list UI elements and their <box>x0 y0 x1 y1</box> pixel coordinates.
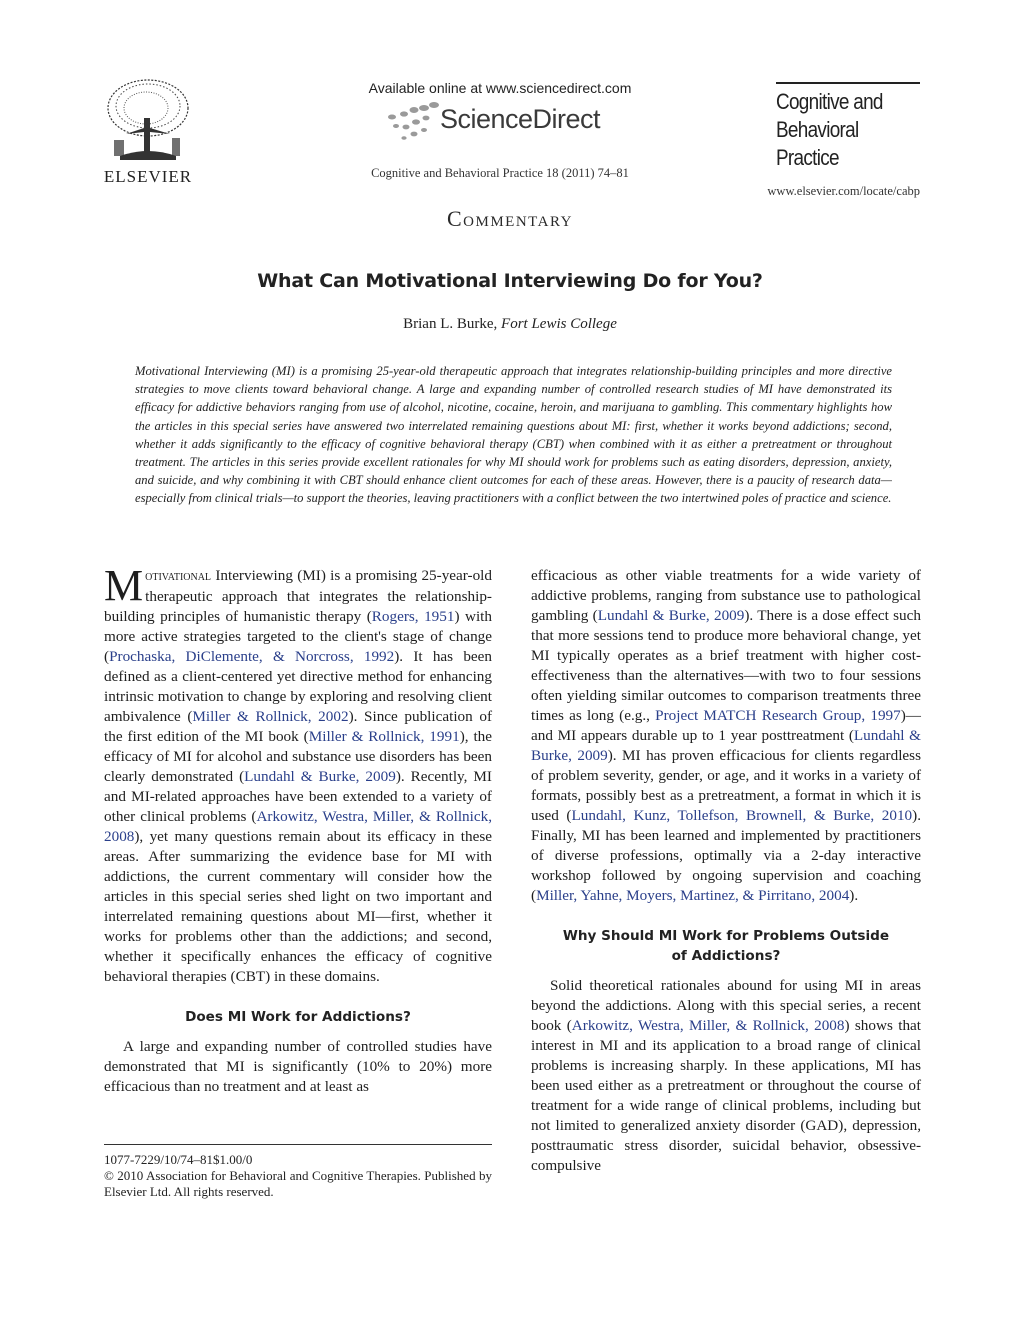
drop-cap: M <box>104 561 144 610</box>
paragraph-text: ). It has been defined as a client-centered yet directive method for enhancing intrinsic motivation to change by exploring and resolving client ambivalence ( <box>104 648 492 725</box>
sciencedirect-dots-icon <box>384 100 442 142</box>
issn-price: 1077-7229/10/74–81$1.00/0 <box>104 1152 253 1167</box>
citation-link[interactable]: Arkowitz, Westra, Miller, & Rollnick, 2008 <box>571 1017 845 1034</box>
citation-link[interactable]: Lundahl & Burke, 2009 <box>244 768 396 785</box>
paragraph-text: )—and MI appears durable up to 1 year posttreatment ( <box>531 707 921 744</box>
paragraph-text: ). Since publication of the first edition of the MI book ( <box>104 708 493 745</box>
author-affiliation: Fort Lewis College <box>501 316 617 332</box>
paragraph-text: ), the efficacy of MI for alcohol and substance use disorders has been clearly demonstrated ( <box>104 728 492 785</box>
paragraph-text: ). MI has proven efficacious for clients regardless of problem severity, gender, or age, and it works in a variety of formats, possibly best as a pretreatment, a format in which it is used ( <box>531 747 921 824</box>
elsevier-logo <box>100 78 196 186</box>
sciencedirect-name: ScienceDirect <box>440 104 601 134</box>
sciencedirect-logo <box>380 100 630 144</box>
section-heading <box>531 926 921 966</box>
citation-link[interactable]: Miller & Rollnick, 1991 <box>308 728 460 745</box>
section-label: Commentary <box>447 206 573 231</box>
body-paragraph: A large and expanding number of controlled studies have demonstrated that MI is significantly (10% to 20%) more efficacious than no treatment and at least as <box>104 1038 492 1095</box>
citation-link[interactable]: Lundahl & Burke, 2009 <box>597 607 745 624</box>
journal-title-line: Cognitive and <box>776 89 883 114</box>
journal-url: www.elsevier.com/locate/cabp <box>767 184 920 198</box>
body-paragraph <box>531 976 921 1176</box>
citation-link[interactable]: Lundahl & Burke, 2009 <box>531 727 921 764</box>
paragraph-text: Solid theoretical rationales abound for using MI in areas beyond the addictions. Along with this special series, a recent book ( <box>531 977 921 1034</box>
journal-citation: Cognitive and Behavioral Practice 18 (2011) 74–81 <box>371 166 629 180</box>
copyright-notice: © 2010 Association for Behavioral and Cognitive Therapies. Published by Elsevier Ltd. All rights reserved. <box>104 1168 492 1199</box>
paragraph-text: Interviewing (MI) is a promising 25-year-old therapeutic approach that integrates the relationship-building principles of humanistic therapy ( <box>104 567 492 625</box>
author-line <box>200 316 820 333</box>
abstract: Motivational Interviewing (MI) is a promising 25-year-old therapeutic approach that integrates relationship-building principles and more directive strategies to move clients toward behavioral change. A large and expanding number of controlled research studies of MI have demonstrated its efficacy for addictive behaviors ranging from use of alcohol, nicotine, cocaine, heroin, and marijuana to gambling. This commentary highlights how the articles in this special series have answered two interrelated remaining questions about MI: first, whether it works beyond addictions; second, whether it adds significantly to the efficacy of cognitive behavioral therapy (CBT) when combined with it as either a pretreatment or throughout treatment. The articles in this series provide excellent rationales for why MI should work for problems such as eating disorders, depression, anxiety, and suicide, and why combining it with CBT should enhance client outcomes for each of these areas. However, there is a paucity of research data—especially from clinical trials—to support the theories, leaving practitioners with a conflict between the two intertwined poles of practice and science. <box>135 364 892 506</box>
citation-link[interactable]: Arkowitz, Westra, Miller, & Rollnick, 2008 <box>104 808 492 845</box>
article-title: What Can Motivational Interviewing Do for You? <box>257 270 763 292</box>
citation-link[interactable]: Project MATCH Research Group, 1997 <box>655 707 901 724</box>
right-column <box>531 566 921 1176</box>
heading-line: Why Should MI Work for Problems Outside <box>562 928 890 944</box>
citation-link[interactable]: Prochaska, DiClemente, & Norcross, 1992 <box>109 648 395 665</box>
available-online-text: Available online at www.sciencedirect.com <box>368 80 632 96</box>
paragraph-text: ), yet many questions remain about its efficacy in these areas. After summarizing the evidence base for MI with addictions, the current commentary will consider how the articles in this special series shed light on two important and interrelated remaining questions about MI—first, whether it works for problems other than the addictions; and second, whether it specifically enhances the efficacy of cognitive behavioral therapies (CBT) in these domains. <box>104 828 492 985</box>
paragraph-text: ). Recently, MI and MI-related approaches have been extended to a variety of other clinical problems ( <box>104 768 492 825</box>
footnote <box>104 1144 492 1200</box>
journal-title-line: Practice <box>776 145 839 170</box>
intro-paragraph <box>104 561 493 987</box>
paragraph-text: ) with more active strategies targeted to the client's stage of change ( <box>104 608 492 665</box>
citation-link[interactable]: Miller & Rollnick, 2002 <box>192 708 349 725</box>
citation-link[interactable]: Rogers, 1951 <box>371 608 455 625</box>
paragraph-text: ). There is a dose effect such that more sessions tend to produce more behavioral change, yet MI typically operates as a brief treatment with higher cost-effectiveness than the alternatives—with two to four sessions often yielding similar outcomes to comparison treatments three times as long (e.g., <box>531 607 921 724</box>
journal-title-line: Behavioral <box>776 117 859 142</box>
citation-link[interactable]: Miller, Yahne, Moyers, Martinez, & Pirritano, 2004 <box>536 887 850 904</box>
body-paragraph <box>531 566 921 906</box>
paragraph-text: ). <box>849 887 859 904</box>
author-name: Brian L. Burke, <box>403 316 498 332</box>
section-heading: Does MI Work for Addictions? <box>185 1009 411 1025</box>
heading-line: of Addictions? <box>671 948 781 964</box>
journal-title <box>776 88 922 172</box>
paragraph-text: efficacious as other viable treatments for a wide variety of addictive problems, ranging from substance use to pathological gambling ( <box>531 567 921 624</box>
publisher-name: ELSEVIER <box>103 167 193 186</box>
paragraph-text: ) shows that interest in MI and its application to a broad range of clinical problems is increasing sharply. In these applications, MI has been used either as a pretreatment or throughout the course of treatment for a wide range of clinical problems, including but not limited to generalized anxiety disorder (GAD), depression, posttraumatic stress disorder, suicidal behavior, obsessive-compulsive <box>531 1017 921 1174</box>
journal-title-block <box>776 82 920 176</box>
elsevier-tree-icon <box>100 78 196 162</box>
left-column <box>104 561 493 1097</box>
small-caps-text: otivational <box>145 569 212 584</box>
paragraph-text: ). Finally, MI has been learned and implemented by practitioners of diverse professions, optimally via a 2-day interactive workshop followed by ongoing supervision and coaching ( <box>531 807 921 904</box>
citation-link[interactable]: Lundahl, Kunz, Tollefson, Brownell, & Burke, 2010 <box>571 807 913 824</box>
